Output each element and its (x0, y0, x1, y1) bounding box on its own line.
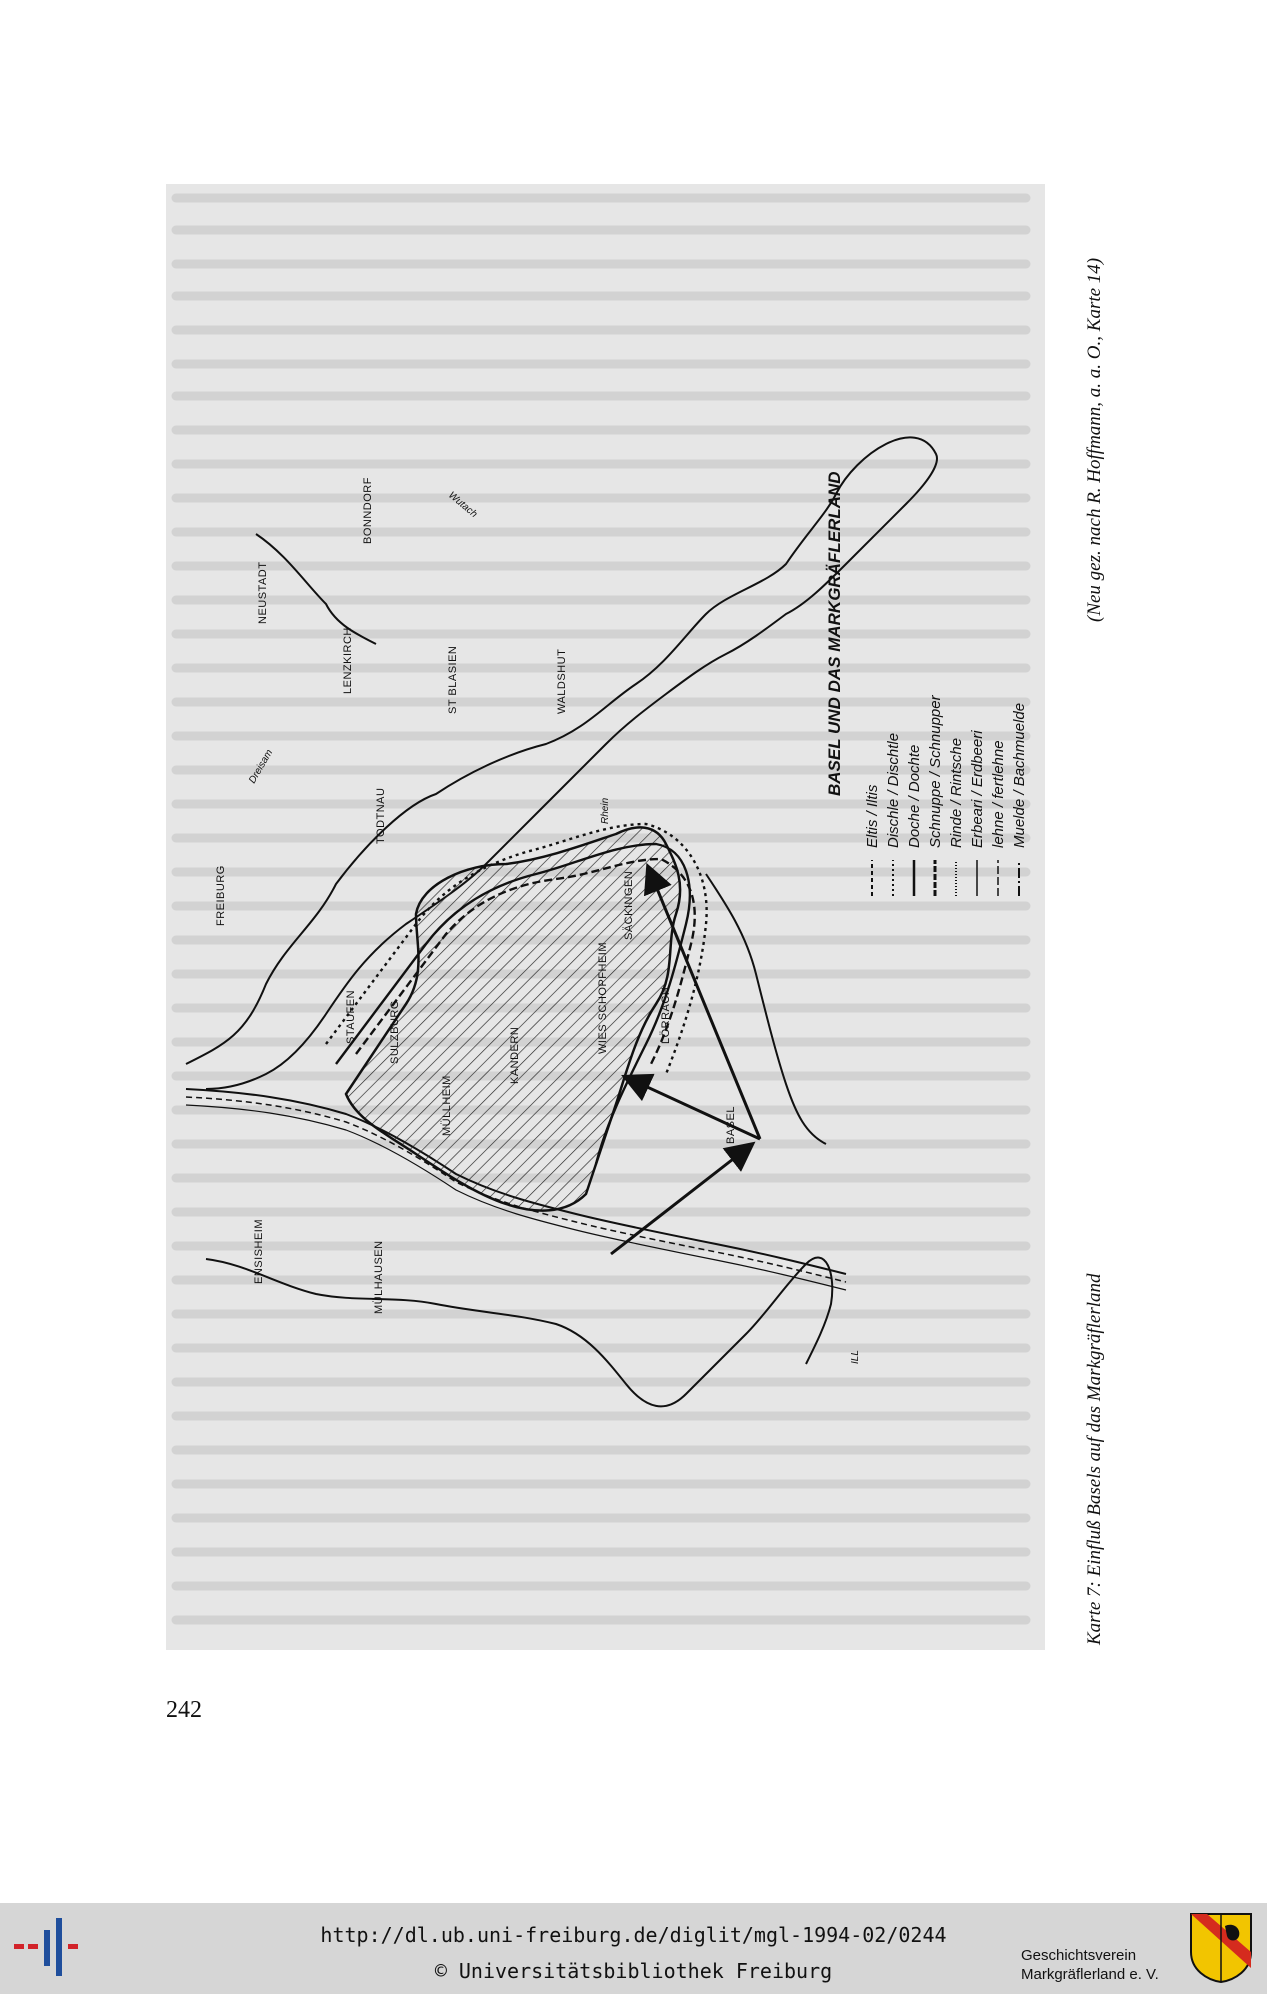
river-label-rhein: Rhein (600, 797, 611, 824)
place-muellheim: MÜLLHEIM (441, 1075, 453, 1136)
place-st-blasien: ST BLASIEN (447, 645, 459, 714)
place-muelhausen: MÜLHAUSEN (373, 1240, 385, 1314)
river-label-dreisam: Dreisam (247, 747, 276, 786)
place-ensisheim: ENSISHEIM (253, 1218, 265, 1284)
society-name-line2: Markgräflerland e. V. (1021, 1966, 1159, 1983)
legend-item: Erbeari / Erdbeeri (969, 730, 986, 848)
society-name-line1: Geschichtsverein (1021, 1947, 1137, 1964)
figure-caption: Karte 7: Einfluß Basels auf das Markgräflerland (1084, 1273, 1105, 1645)
place-loerrach: LÖRRACH (660, 986, 672, 1044)
legend-item: Dischle / Dischtle (885, 732, 902, 848)
place-neustadt: NEUSTADT (257, 561, 269, 624)
legend-line-samples (872, 860, 1019, 896)
place-waldshut: WALDSHUT (556, 648, 568, 714)
society-name (1021, 1946, 1159, 1984)
map-figure (166, 184, 1045, 1650)
place-freiburg: FREIBURG (215, 865, 227, 926)
influence-arrow-south (611, 1149, 746, 1254)
place-kandern: KANDERN (509, 1026, 521, 1084)
place-basel: BASEL (725, 1106, 737, 1144)
legend-item: Muelde / Bachmuelde (1011, 702, 1028, 848)
page-number: 242 (166, 1697, 202, 1723)
river-label-wutach: Wutach (446, 489, 480, 521)
legend-item: Rinde / Rintsche (948, 737, 965, 848)
river-label-ill: ILL (850, 1350, 861, 1364)
copyright-notice: © Universitätsbibliothek Freiburg (434, 1959, 833, 1983)
legend-title: BASEL UND DAS MARKGRÄFLERLAND (825, 471, 844, 796)
map-panel (166, 184, 1045, 1650)
place-wiesental: WIES SCHOPFHEIM (597, 941, 609, 1054)
figure-source-note: (Neu gez. nach R. Hoffmann, a. a. O., Karte 14) (1084, 257, 1105, 622)
river-dreisam (256, 534, 376, 644)
place-sulzburg: SULZBURG (389, 1000, 401, 1064)
permalink-url[interactable]: http://dl.ub.uni-freiburg.de/diglit/mgl-1994-02/0244 (320, 1923, 947, 1947)
legend-item: lehne / fertlehne (990, 740, 1007, 848)
place-todtnau: TODTNAU (375, 787, 387, 844)
place-bonndorf: BONNDORF (362, 477, 374, 544)
place-saeckingen: SÄCKINGEN (623, 870, 635, 940)
place-lenzkirch: LENZKIRCH (342, 627, 354, 694)
society-crest-icon (1189, 1912, 1253, 1984)
legend-item: Eltis / Iltis (864, 784, 881, 848)
place-staufen: STAUFEN (345, 989, 357, 1044)
legend-item: Schnuppe / Schnupper (927, 695, 944, 848)
legend-item: Doche / Dochte (906, 744, 923, 848)
